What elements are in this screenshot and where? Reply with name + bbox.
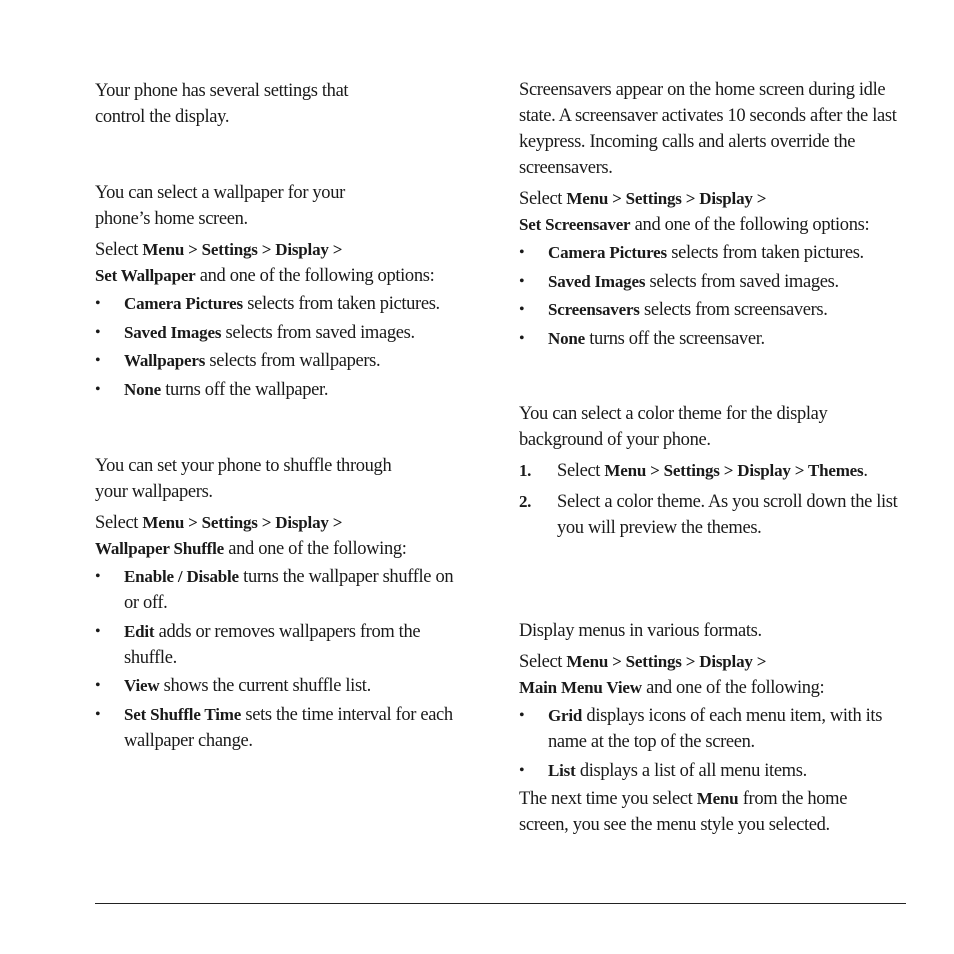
list-item: • None turns off the screensaver. — [519, 326, 919, 352]
bullet: • — [519, 301, 525, 318]
bullet: • — [95, 323, 101, 341]
list-item: • Saved Images selects from saved images. — [95, 320, 495, 346]
menu-view-section — [519, 618, 919, 838]
list-item: • List displays a list of all menu items. — [519, 758, 889, 784]
shuffle-intro: You can set your phone to shuffle through your wallpapers. — [95, 456, 392, 502]
bullet: • — [95, 677, 101, 694]
bullet: • — [519, 761, 525, 779]
shuffle-section — [95, 453, 495, 756]
list-item: • Set Shuffle Time sets the time interval for each wallpaper change. — [95, 702, 455, 754]
shuffle-options-list — [95, 564, 455, 754]
wallpaper-options-list — [95, 291, 495, 403]
step-number: 1. — [519, 461, 532, 480]
menu-target: Main Menu View — [519, 678, 642, 697]
list-item: • Camera Pictures selects from taken pictures. — [519, 240, 919, 266]
wallpaper-intro: You can select a wallpaper for your phone’s home screen. — [95, 183, 345, 229]
menu-path: Menu > Settings > Display > — [566, 189, 767, 208]
bullet: • — [519, 329, 525, 347]
menu-view-options-list — [519, 703, 889, 784]
bullet: • — [95, 568, 101, 585]
step-item: 1. Select Menu > Settings > Display > Themes. — [519, 458, 919, 484]
list-item: • None turns off the wallpaper. — [95, 377, 495, 403]
theme-section — [519, 401, 919, 544]
bullet: • — [519, 272, 525, 290]
wallpaper-instruction: Select Menu > Settings > Display > Set Wallpaper and one of the following options: — [95, 240, 435, 286]
list-item: • Enable / Disable turns the wallpaper shuffle on or off. — [95, 564, 455, 616]
list-item: • Grid displays icons of each menu item, with its name at the top of the screen. — [519, 703, 889, 755]
wallpaper-section — [95, 180, 495, 405]
bullet: • — [519, 707, 525, 724]
list-item: • Edit adds or removes wallpapers from the shuffle. — [95, 619, 455, 671]
list-item: • Camera Pictures selects from taken pictures. — [95, 291, 495, 317]
bullet: • — [95, 295, 101, 312]
bullet: • — [95, 705, 101, 723]
bullet: • — [95, 352, 101, 369]
menu-target: Set Wallpaper — [95, 266, 196, 285]
bullet: • — [519, 244, 525, 261]
menu-path: Menu > Settings > Display > — [566, 652, 767, 671]
menu-path: Menu > Settings > Display > — [142, 513, 343, 532]
theme-intro: You can select a color theme for the display background of your phone. — [519, 404, 828, 450]
menu-target: Set Screensaver — [519, 215, 631, 234]
screensaver-instruction: Select Menu > Settings > Display > Set Screensaver and one of the following options: — [519, 189, 870, 235]
menu-path: Menu > Settings > Display > Themes — [604, 461, 864, 480]
menu-view-instruction: Select Menu > Settings > Display > Main Menu View and one of the following: — [519, 652, 825, 698]
menu-view-intro: Display menus in various formats. — [519, 621, 762, 641]
menu-target: Wallpaper Shuffle — [95, 539, 225, 558]
list-item: • View shows the current shuffle list. — [95, 673, 455, 699]
screensaver-options-list — [519, 240, 919, 352]
step-number: 2. — [519, 492, 532, 511]
list-item: • Saved Images selects from saved images. — [519, 269, 919, 295]
bullet: • — [95, 622, 101, 640]
list-item: • Wallpapers selects from wallpapers. — [95, 348, 495, 374]
screensaver-intro: Screensavers appear on the home screen during idle state. A screensaver activates 10 seconds after the last keypress. Incoming calls and alerts override the screensavers. — [519, 80, 897, 178]
bullet: • — [95, 380, 101, 398]
menu-view-closing: The next time you select Menu from the home screen, you see the menu style you selected. — [519, 789, 848, 835]
display-intro: Your phone has several settings that control the display. — [95, 81, 349, 127]
footer-rule — [95, 903, 906, 904]
step-item: 2. Select a color theme. As you scroll down the list you will preview the themes. — [519, 489, 919, 541]
list-item: • Screensavers selects from screensavers. — [519, 297, 919, 323]
screensaver-section — [519, 77, 919, 354]
theme-steps — [519, 458, 919, 541]
shuffle-instruction: Select Menu > Settings > Display > Wallpaper Shuffle and one of the following: — [95, 513, 407, 559]
menu-path: Menu > Settings > Display > — [142, 240, 343, 259]
